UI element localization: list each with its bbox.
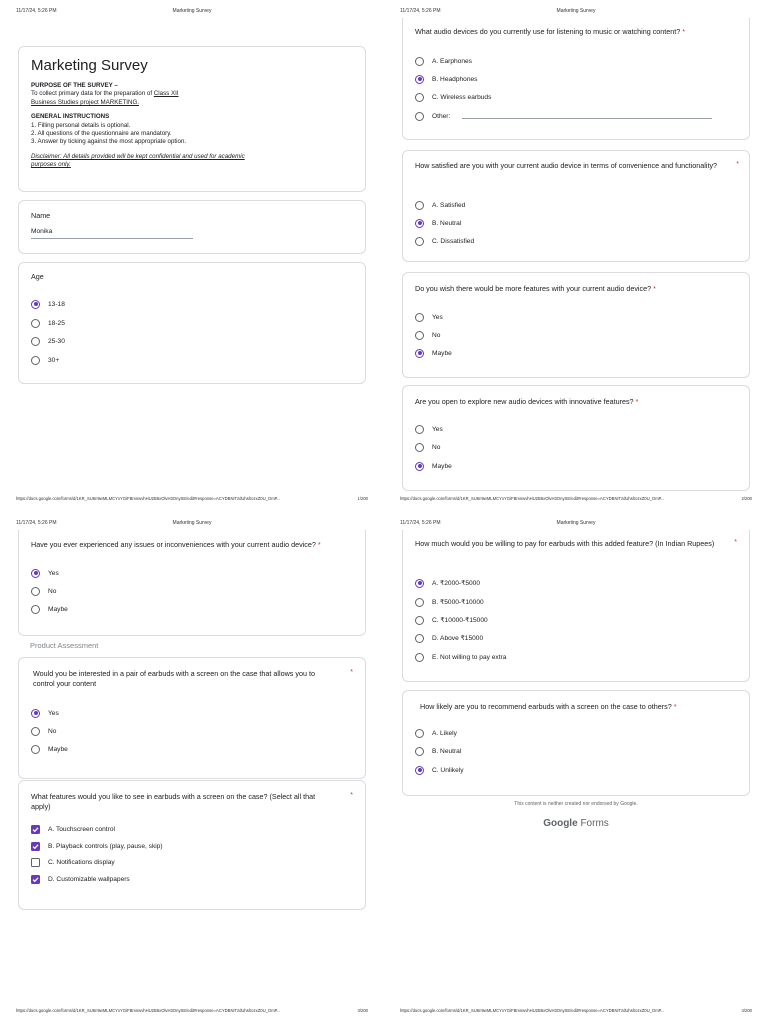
option-label: No (48, 727, 57, 735)
radio-selected-icon[interactable] (415, 75, 424, 84)
interest-question-text: Would you be interested in a pair of earbuds with a screen on the case that allows you to control your content (33, 669, 315, 688)
devices-question-card (402, 18, 750, 140)
option-label: Yes (432, 313, 443, 321)
print-footer (16, 1008, 368, 1016)
print-header (16, 8, 368, 16)
age-question-label: Age (31, 272, 44, 281)
disclaimer-line-2: purposes only. (31, 161, 71, 169)
radio-icon[interactable] (31, 605, 40, 614)
print-url: https://docs.google.com/forms/d/1KR_SU6n9wMLMCYxYGiFBmnwvhHU2B6xOlvH3OnySE/edit#response=ACYDBNiTzdUhshozxZ0U_OmP... (400, 496, 665, 501)
checkbox-checked-icon[interactable] (31, 825, 40, 834)
option-label: C. ₹10000-₹15000 (432, 617, 488, 624)
pdf-page-3 (0, 512, 384, 1024)
explore-question-card (402, 385, 750, 491)
option-label: Maybe (432, 349, 452, 357)
disclaimer-line-1: Disclaimer: All details provided will be kept confidential and used for academic (31, 152, 245, 160)
required-mark: * (317, 540, 321, 549)
option-label: D. Customizable wallpapers (48, 875, 130, 883)
issues-question-text: Have you ever experienced any issues or inconveniences with your current audio device? * (31, 540, 321, 549)
radio-selected-icon[interactable] (31, 569, 40, 578)
age-option-3[interactable] (31, 336, 65, 346)
recommend-option-a[interactable] (415, 728, 457, 738)
explore-option-maybe[interactable] (415, 461, 452, 471)
radio-icon[interactable] (415, 729, 424, 738)
satisfied-option-c[interactable] (415, 236, 474, 246)
explore-option-no[interactable] (415, 442, 440, 452)
option-label: Maybe (432, 462, 452, 470)
option-label: A. Earphones (432, 57, 472, 65)
required-mark: * (736, 161, 739, 168)
option-label: Yes (432, 425, 443, 433)
radio-icon[interactable] (31, 587, 40, 596)
print-title: Marketing Survey (556, 520, 596, 526)
option-label: A. Touchscreen control (48, 825, 115, 833)
option-label: No (48, 587, 57, 595)
option-label: C. Unlikely (432, 766, 464, 774)
option-label: C. Dissatisfied (432, 237, 475, 245)
section-title-product-assessment: Product Assessment (30, 641, 99, 650)
print-footer (400, 1008, 752, 1016)
required-mark: * (673, 702, 677, 711)
option-label: A. ₹2000-₹5000 (432, 580, 480, 587)
option-label: No (432, 443, 441, 451)
print-title: Marketing Survey (556, 8, 596, 14)
option-label: 25-30 (48, 337, 65, 345)
form-description (31, 82, 353, 170)
option-label: Other: (432, 112, 451, 120)
radio-selected-icon[interactable] (415, 579, 424, 588)
pay-question-card (402, 530, 750, 682)
recommend-question-text: How likely are you to recommend earbuds with a screen on the case to others? * (420, 702, 677, 711)
radio-icon[interactable] (415, 237, 424, 246)
pay-question-text: How much would you be willing to pay for earbuds with this added feature? (In Indian Rupees) (415, 539, 715, 548)
issues-question-card (18, 530, 366, 636)
radio-icon[interactable] (415, 425, 424, 434)
option-label: No (432, 331, 441, 339)
print-timestamp: 11/17/24, 5:26 PM (16, 8, 57, 14)
required-mark: * (350, 669, 353, 676)
instruction-1: 1. Filling personal details is optional. (31, 121, 131, 129)
required-mark: * (350, 792, 353, 799)
print-url: https://docs.google.com/forms/d/1KR_SU6n9wMLMCYxYGiFBmnwvhHU2B6xOlvH3OnySE/edit#response=ACYDBNiTzdUhshozxZ0U_OmP... (400, 1008, 665, 1013)
checkbox-checked-icon[interactable] (31, 842, 40, 851)
devices-question-text: What audio devices do you currently use for listening to music or watching content? * (415, 27, 686, 36)
age-option-2[interactable] (31, 318, 65, 328)
google-disclaimer: This content is neither created nor endorsed by Google. (514, 801, 638, 807)
issues-option-no[interactable] (31, 586, 56, 596)
option-label: D. Above ₹15000 (432, 635, 484, 642)
form-title: Marketing Survey (31, 57, 148, 74)
screen-features-question-card (18, 780, 366, 910)
screen-features-option-c[interactable] (31, 857, 115, 867)
option-label: 18-25 (48, 319, 65, 327)
explore-option-yes[interactable] (415, 424, 443, 434)
option-label: E. Not willing to pay extra (432, 653, 507, 661)
radio-icon[interactable] (415, 747, 424, 756)
radio-icon[interactable] (415, 93, 424, 102)
name-question-label: Name (31, 211, 51, 220)
option-label: A. Satisfied (432, 201, 466, 209)
radio-selected-icon[interactable] (415, 766, 424, 775)
purpose-link-class[interactable]: Class XII (153, 90, 179, 98)
print-title: Marketing Survey (172, 520, 212, 526)
radio-icon[interactable] (415, 57, 424, 66)
interest-option-no[interactable] (31, 726, 56, 736)
radio-selected-icon[interactable] (415, 349, 424, 358)
option-label: C. Notifications display (48, 858, 115, 866)
screen-features-option-d[interactable] (31, 874, 130, 884)
option-label: B. Playback controls (play, pause, skip) (48, 842, 163, 850)
pay-option-d[interactable] (415, 633, 483, 643)
pdf-page-1 (0, 0, 384, 512)
radio-icon[interactable] (415, 112, 424, 121)
radio-icon[interactable] (415, 443, 424, 452)
page-number: 1/200 (357, 496, 368, 501)
print-header (400, 8, 752, 16)
option-label: A. Likely (432, 729, 457, 737)
print-timestamp: 11/17/24, 5:26 PM (400, 520, 441, 526)
pdf-page-2 (384, 0, 768, 512)
radio-icon[interactable] (415, 201, 424, 210)
radio-selected-icon[interactable] (31, 709, 40, 718)
features-wish-question-card (402, 272, 750, 378)
purpose-text: To collect primary data for the preparation of (31, 90, 154, 98)
radio-icon[interactable] (415, 313, 424, 322)
features-wish-option-maybe[interactable] (415, 348, 452, 358)
devices-option-other[interactable] (415, 111, 712, 121)
features-wish-option-yes[interactable] (415, 312, 443, 322)
purpose-heading: PURPOSE OF THE SURVEY – (31, 82, 118, 89)
name-question-card (18, 200, 366, 254)
pdf-page-4 (384, 512, 768, 1024)
instruction-2: 2. All questions of the questionnaire are mandatory. (31, 130, 172, 138)
print-header (400, 520, 752, 528)
recommend-option-c[interactable] (415, 765, 464, 775)
pay-option-b[interactable] (415, 597, 484, 607)
radio-selected-icon[interactable] (415, 462, 424, 471)
instructions-heading: GENERAL INSTRUCTIONS (31, 113, 110, 121)
required-mark: * (734, 539, 737, 546)
option-label: Yes (48, 569, 59, 577)
form-title-card (18, 46, 366, 192)
features-wish-option-no[interactable] (415, 330, 440, 340)
radio-selected-icon[interactable] (415, 219, 424, 228)
option-label: B. ₹5000-₹10000 (432, 599, 484, 606)
screen-features-option-a[interactable] (31, 824, 115, 834)
print-title: Marketing Survey (172, 8, 212, 14)
interest-option-maybe[interactable] (31, 744, 68, 754)
checkbox-checked-icon[interactable] (31, 875, 40, 884)
print-footer (16, 496, 368, 504)
logo-google: Google (543, 818, 578, 829)
satisfied-question-card (402, 150, 750, 262)
radio-icon[interactable] (31, 727, 40, 736)
option-label: 13-18 (48, 300, 65, 308)
logo-forms: Forms (580, 818, 609, 829)
devices-option-a[interactable] (415, 56, 472, 66)
interest-question-card (18, 657, 366, 779)
print-timestamp: 11/17/24, 5:26 PM (400, 8, 441, 14)
interest-option-yes[interactable] (31, 708, 59, 718)
print-url: https://docs.google.com/forms/d/1KR_SU6n9wMLMCYxYGiFBmnwvhHU2B6xOlvH3OnySE/edit#response=ACYDBNiTzdUhshozxZ0U_OmP... (16, 496, 281, 501)
pay-option-e[interactable] (415, 652, 506, 662)
option-label: Yes (48, 709, 59, 717)
page-number: 3/200 (357, 1008, 368, 1013)
instruction-3: 3. Answer by ticking against the most appropriate option. (31, 138, 187, 146)
screen-features-option-b[interactable] (31, 841, 163, 851)
radio-icon[interactable] (415, 616, 424, 625)
devices-option-b[interactable] (415, 74, 477, 84)
issues-option-maybe[interactable] (31, 604, 68, 614)
age-option-4[interactable] (31, 355, 59, 365)
required-mark: * (653, 284, 656, 293)
radio-icon[interactable] (31, 745, 40, 754)
option-label: B. Headphones (432, 75, 478, 83)
radio-icon[interactable] (31, 319, 40, 328)
checkbox-icon[interactable] (31, 858, 40, 867)
recommend-option-b[interactable] (415, 746, 461, 756)
name-answer-underline (31, 238, 193, 239)
option-label: B. Neutral (432, 219, 462, 227)
print-footer (400, 496, 752, 504)
print-header (16, 520, 368, 528)
satisfied-option-a[interactable] (415, 200, 465, 210)
age-option-1[interactable] (31, 299, 65, 309)
radio-icon[interactable] (31, 337, 40, 346)
option-label: 30+ (48, 356, 60, 364)
radio-icon[interactable] (415, 634, 424, 643)
required-mark: * (682, 27, 686, 36)
page-number: 4/200 (741, 1008, 752, 1013)
pay-option-c[interactable] (415, 615, 488, 625)
name-answer[interactable]: Monika (31, 228, 53, 235)
satisfied-option-b[interactable] (415, 218, 461, 228)
features-wish-question-text: Do you wish there would be more features with your current audio device? * (415, 284, 656, 293)
purpose-link-project[interactable]: Business Studies project MARKETING. (31, 98, 139, 106)
explore-question-text: Are you open to explore new audio devices with innovative features? * (415, 397, 639, 406)
radio-selected-icon[interactable] (31, 300, 40, 309)
page-number: 2/200 (741, 496, 752, 501)
print-timestamp: 11/17/24, 5:26 PM (16, 520, 57, 526)
pay-option-a[interactable] (415, 578, 480, 588)
radio-icon[interactable] (415, 331, 424, 340)
required-mark: * (635, 397, 639, 406)
option-label: Maybe (48, 605, 68, 613)
option-label: B. Neutral (432, 747, 462, 755)
option-label: Maybe (48, 745, 68, 753)
radio-icon[interactable] (415, 653, 424, 662)
option-label: C. Wireless earbuds (432, 93, 492, 101)
other-input[interactable] (462, 113, 712, 119)
devices-option-c[interactable] (415, 92, 491, 102)
print-url: https://docs.google.com/forms/d/1KR_SU6n9wMLMCYxYGiFBmnwvhHU2B6xOlvH3OnySE/edit#response=ACYDBNiTzdUhshozxZ0U_OmP... (16, 1008, 281, 1013)
age-question-card (18, 262, 366, 384)
issues-option-yes[interactable] (31, 568, 59, 578)
screen-features-question-text: What features would you like to see in earbuds with a screen on the case? (Select all that apply) (31, 792, 316, 811)
radio-icon[interactable] (415, 598, 424, 607)
google-forms-logo[interactable] (384, 818, 768, 829)
satisfied-question-text: How satisfied are you with your current audio device in terms of convenience and functionality? (415, 161, 718, 170)
recommend-question-card (402, 690, 750, 796)
radio-icon[interactable] (31, 356, 40, 365)
